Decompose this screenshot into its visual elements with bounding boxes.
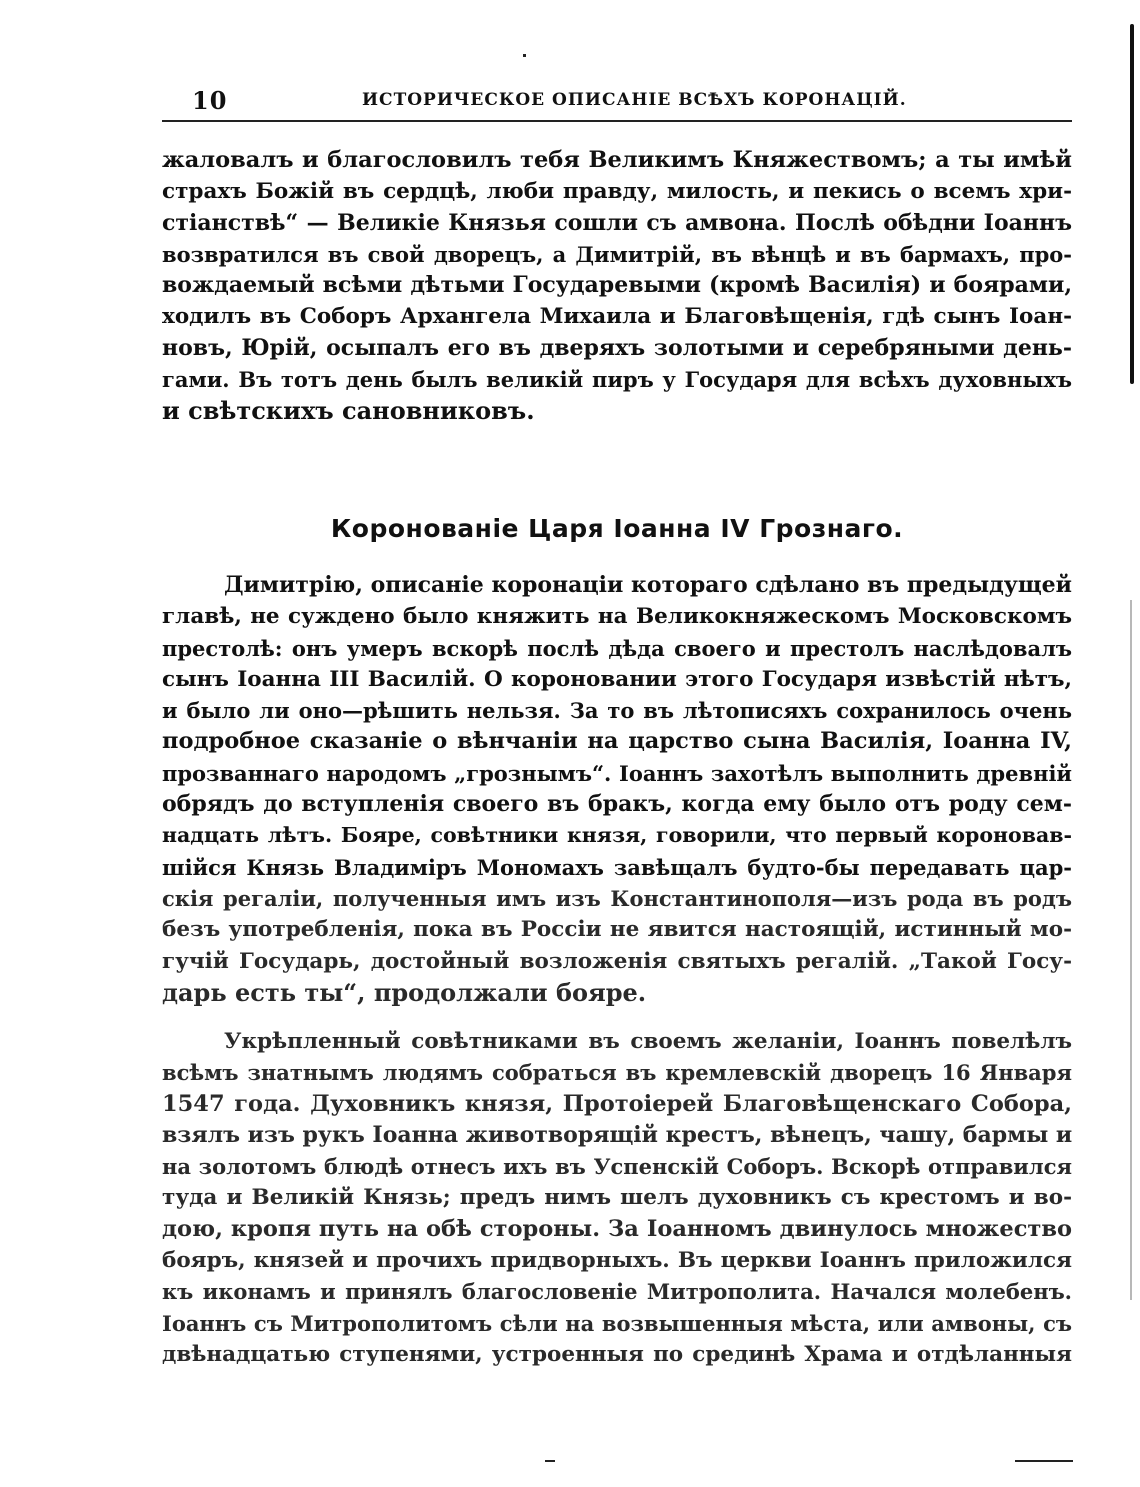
text-line: надцать лѣтъ. Бояре, совѣтники князя, говорили, что первый короновав- [162,823,1072,848]
text-line: и было ли оно—рѣшить нельзя. За то въ лѣтописяхъ сохранилось очень [162,698,1072,724]
paragraph-continuation [162,145,1072,427]
text-line: бояръ, князей и прочихъ придворныхъ. Въ церкви Іоаннъ приложился [162,1248,1072,1274]
text-line: вождаемый всѣми дѣтьми Государевыми (кромѣ Василія) и боярами, [162,272,1072,299]
page-number: 10 [192,86,228,115]
text-line: стіанствѣ“ — Великіе Князья сошли съ амвона. Послѣ обѣдни Іоаннъ [162,209,1072,236]
text-line: возвратился въ свой дворецъ, а Димитрій, въ вѣнцѣ и въ бармахъ, про- [162,241,1072,267]
text-line: Димитрію, описаніе коронаціи котораго сдѣлано въ предыдущей [224,572,1072,598]
paragraph-ceremony [162,1026,1072,1370]
text-line: гучій Государь, достойный возложенія святыхъ регалій. „Такой Госу- [162,948,1072,974]
text-line: жаловалъ и благословилъ тебя Великимъ Княжествомъ; а ты имѣй [162,147,1072,173]
text-line: взялъ изъ рукъ Іоанна животворящій крестъ, вѣнецъ, чашу, бармы и [162,1121,1072,1148]
text-line: обрядъ до вступленія своего въ бракъ, когда ему было отъ роду сем- [162,791,1072,818]
text-line: туда и Великій Князь; предъ нимъ шелъ духовникъ съ крестомъ и во- [162,1185,1072,1211]
paragraph-intro [162,570,1072,1008]
text-line: скія регаліи, полученныя имъ изъ Константинополя—изъ рода въ родъ [162,885,1072,911]
text-line: всѣмъ знатнымъ людямъ собраться въ кремлевскій дворецъ 16 Января [162,1060,1072,1086]
print-speck [1015,1460,1073,1462]
text-line: дарь есть ты“, продолжали бояре. [162,977,647,1007]
running-head [162,86,1070,116]
text-line: новъ, Юрій, осыпалъ его въ дверяхъ золотыми и серебряными день- [162,334,1072,361]
text-line: ходилъ въ Соборъ Архангела Михаила и Благовѣщенія, гдѣ сынъ Іоан- [162,304,1072,330]
page-edge-shadow [1130,24,1134,384]
text-line: Іоаннъ съ Митрополитомъ сѣли на возвышенныя мѣста, или амвоны, съ [162,1310,1072,1336]
section-heading: Коронованіе Царя Іоанна IV Грознаго. [330,514,904,543]
text-line: подробное сказаніе о вѣнчаніи на царство сына Василія, Іоанна IV, [162,728,1072,755]
text-line: безъ употребленія, пока въ Россіи не явится настоящій, истинный мо- [162,917,1072,943]
text-line: сынъ Іоанна III Василій. О короновании этого Государя извѣстій нѣтъ, [162,666,1072,692]
text-line: гами. Въ тотъ день былъ великій пиръ у Государя для всѣхъ духовныхъ [162,367,1072,393]
text-line: страхъ Божій въ сердцѣ, люби правду, милость, и пекись о всемъ хри- [162,179,1072,205]
text-line: и свѣтскихъ сановниковъ. [162,396,535,426]
text-line: двѣнадцатью ступенями, устроенныя по срединѣ Храма и отдѣланныя [162,1341,1072,1367]
text-line: шійся Князь Владиміръ Мономахъ завѣщалъ будто-бы передавать цар- [162,854,1072,880]
text-line: на золотомъ блюдѣ отнесъ ихъ въ Успенскій Соборъ. Вскорѣ отправился [162,1154,1072,1180]
text-line: 1547 года. Духовникъ князя, Протоіерей Благовѣщенскаго Собора, [162,1090,1072,1117]
header-rule [162,120,1072,122]
running-head-title: ИСТОРИЧЕСКОЕ ОПИСАНІЕ ВСѢХЪ КОРОНАЦІЙ. [362,90,907,110]
text-line: главѣ, не суждено было княжить на Великокняжескомъ Московскомъ [162,604,1072,630]
page-edge-shadow-lower [1130,600,1132,1300]
text-line: къ иконамъ и принялъ благословеніе Митрополита. Начался молебенъ. [162,1279,1072,1305]
text-line: прозваннаго народомъ „грознымъ“. Іоаннъ захотѣлъ выполнить древній [162,760,1072,786]
text-line: престолѣ: онъ умеръ вскорѣ послѣ дѣда своего и престолъ наслѣдовалъ [162,635,1072,661]
text-line: дою, кропя путь на обѣ стороны. За Іоанномъ двинулось множество [162,1215,1072,1242]
text-line: Укрѣпленный совѣтниками въ своемъ желаніи, Іоаннъ повелѣлъ [224,1029,1072,1054]
print-speck [545,1460,555,1462]
print-speck [523,54,526,57]
